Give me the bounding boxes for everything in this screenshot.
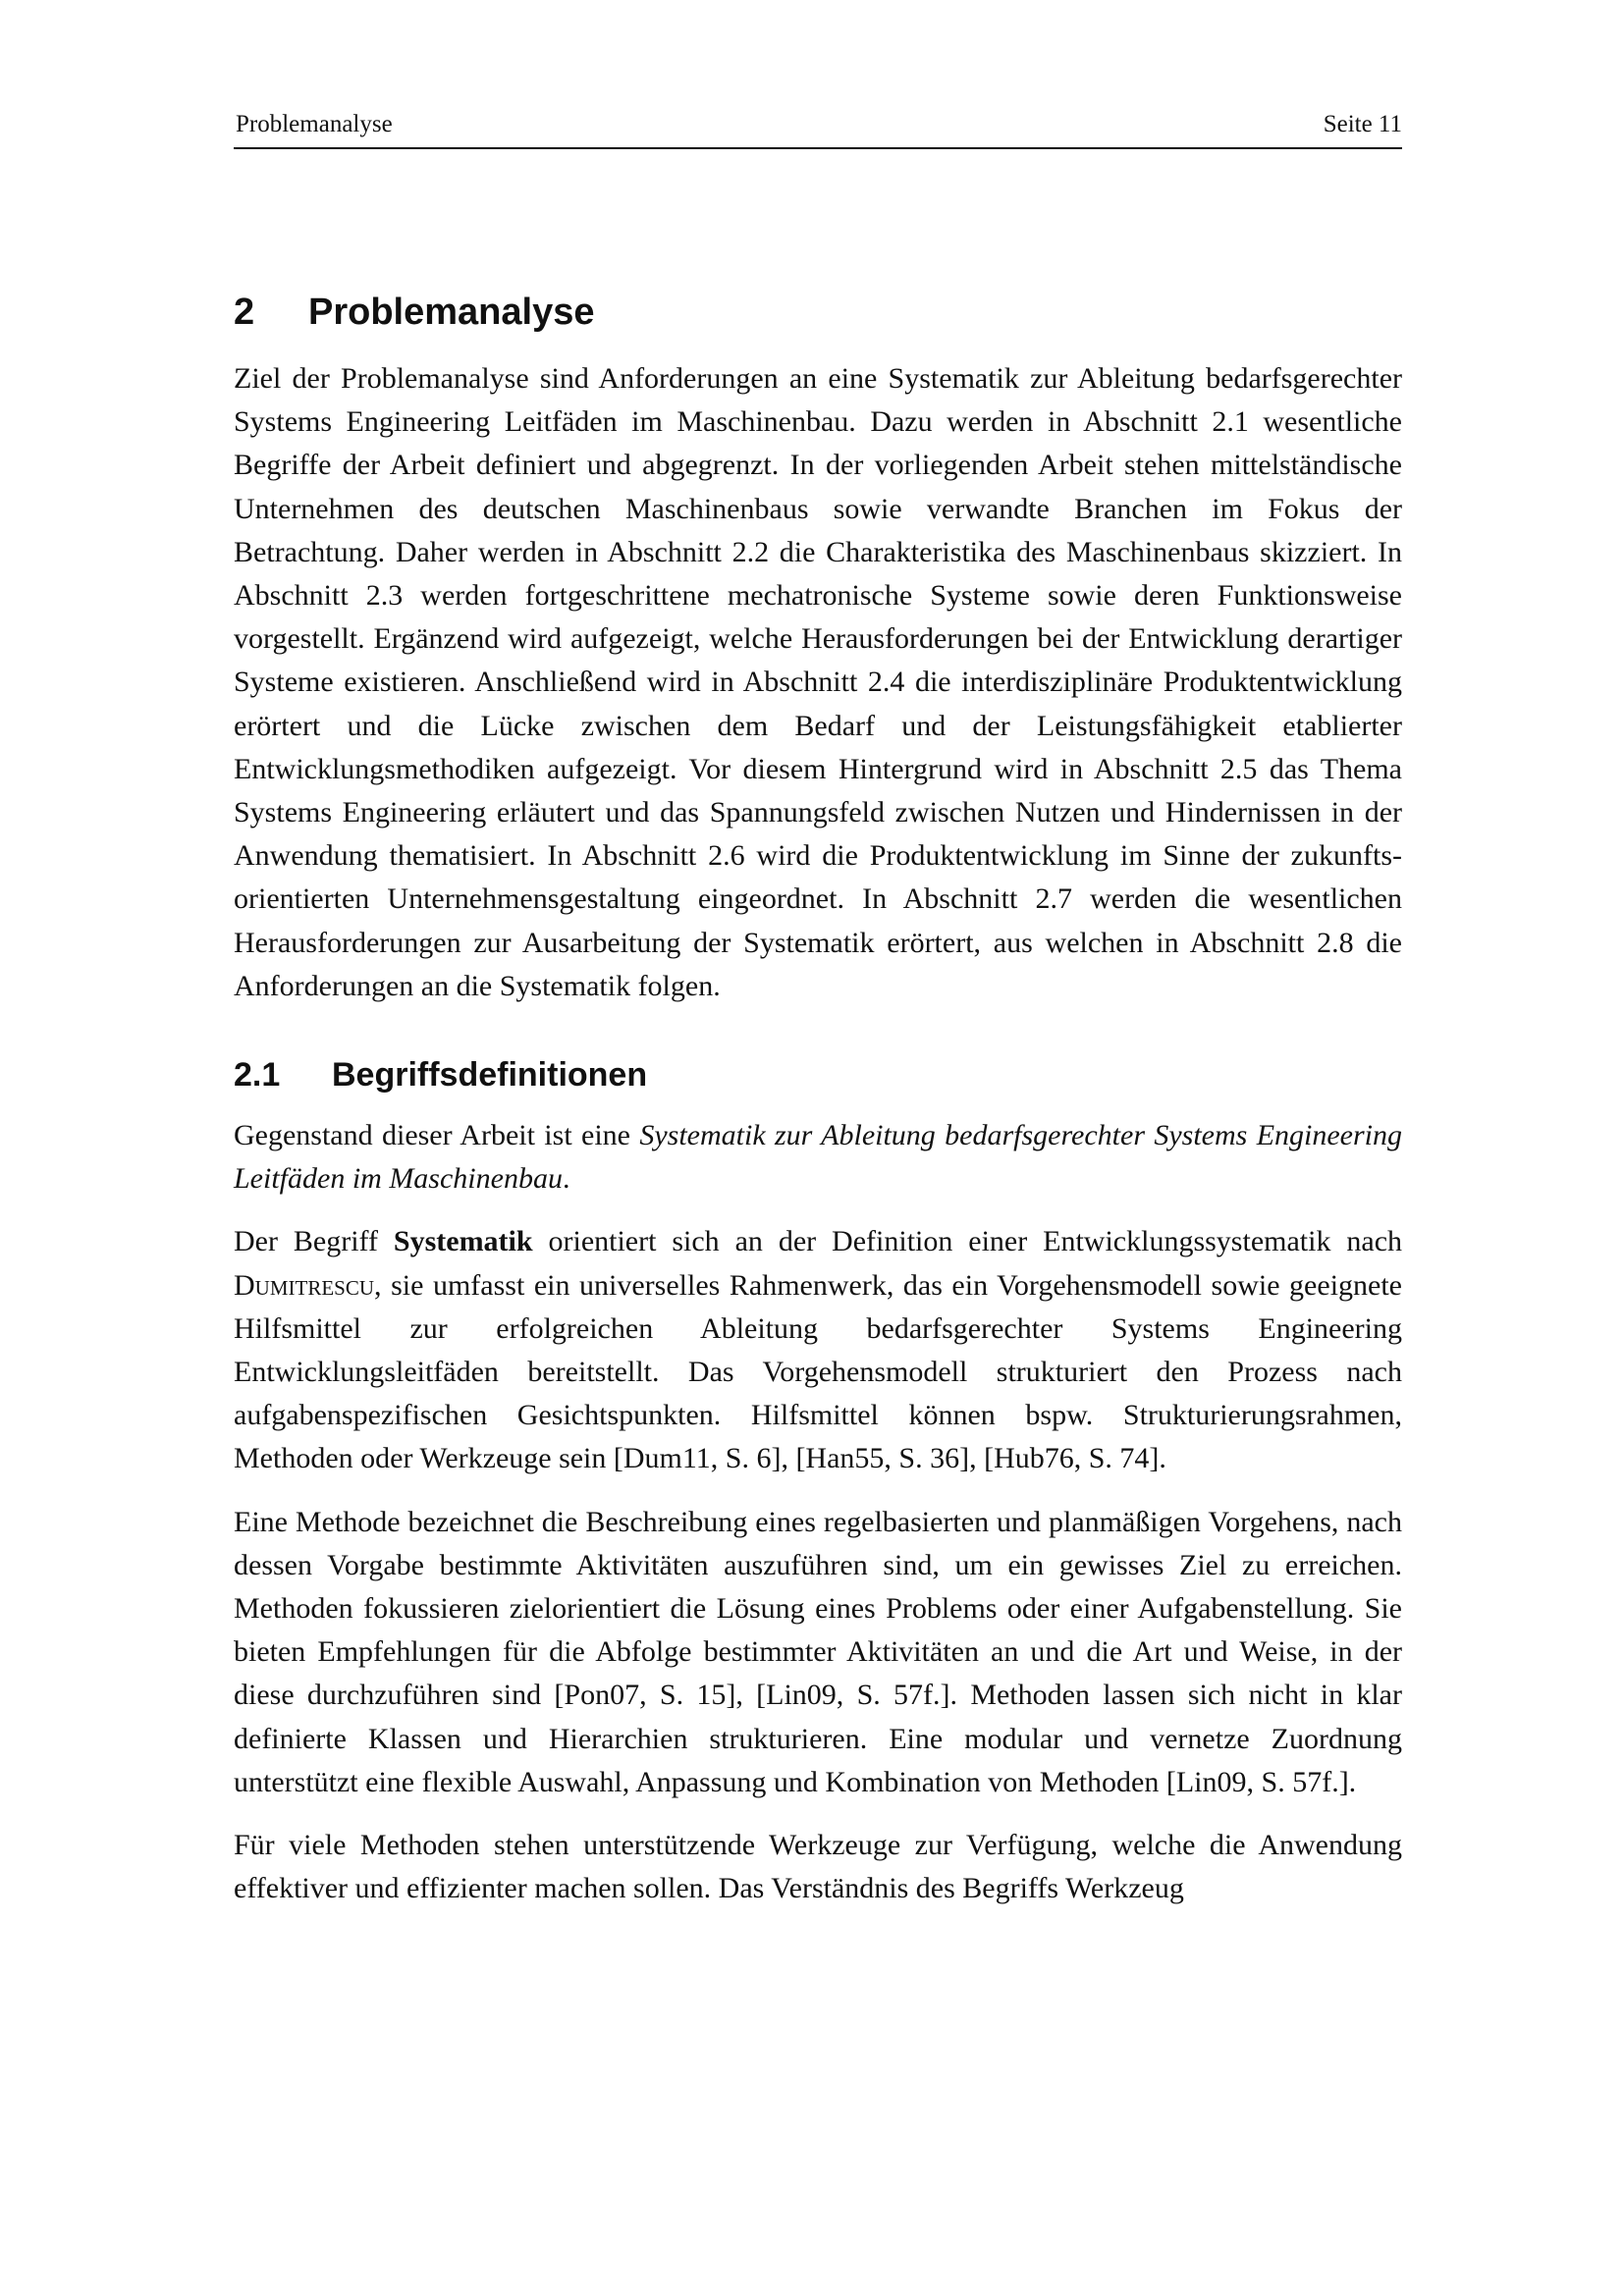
paragraph-methode: Eine Methode bezeichnet die Beschreibung eines regelbasierten und planmäßigen Vorgehens, nach dessen Vorgabe bestimmte Aktivitäten auszuführen sind, um ein gewisses Ziel zu erreichen. Methoden fokussieren zielorientiert die Lösung eines Problems oder einer Aufgabenstellung. Sie bieten Empfehlungen für die Abfolge bestimmter Aktivitäten an und die Art und Weise, in der diese durchzuführen sind [Pon07, S. 15], [Lin09, S. 57f.]. Methoden lassen sich nicht in klar definierte Klassen und Hierarchien strukturieren. Eine modular und vernetze Zuordnung unterstützt eine flexible Auswahl, Anpassung und Kombination von Methoden [Lin09, S. 57f.]. bbox=[234, 1505, 1402, 1798]
term-systematik: Systematik bbox=[393, 1225, 533, 1258]
paragraph-subject bbox=[234, 1114, 1402, 1201]
intro-paragraph: Ziel der Problemanalyse sind Anforderungen an eine Systematik zur Ableitung bedarfsgerechter Systems Engineering Leitfäden im Maschinenbau. Dazu werden in Abschnitt 2.1 wesentliche Begriffe der Arbeit definiert und abgegrenzt. In der vorliegenden Arbeit stehen mittelständische Unternehmen des deutschen Maschinenbaus sowie verwandte Branchen im Fokus der Betrachtung. Daher werden in Abschnitt 2.2 die Charakteristika des Maschinenbaus skizziert. In Abschnitt 2.3 werden fortgeschrittene mechatronische Systeme sowie deren Funktionsweise vorgestellt. Ergänzend wird aufgezeigt, welche Herausforderungen bei der Entwicklung derartiger Systeme existieren. Anschließend wird in Abschnitt 2.4 die interdisziplinäre Produktentwicklung erörtert und die Lücke zwischen dem Bedarf und der Leistungsfähigkeit etablierter Entwicklungsmethodiken aufgezeigt. Vor diesem Hintergrund wird in Abschnitt 2.5 das Thema Systems Engineering erläutert und das Spannungsfeld zwischen Nutzen und Hindernissen in der Anwendung thematisiert. In Abschnitt 2.6 wird die Produktentwicklung im Sinne der zukunftsorientierten Unternehmensgestaltung eingeordnet. In Abschnitt 2.7 werden die wesentlichen Herausforderungen zur Ausarbeitung der Systematik erörtert, aus welchen in Abschnitt 2.8 die Anforderungen an die Systematik folgen. bbox=[234, 362, 1402, 1002]
author-name: Dumitrescu bbox=[234, 1268, 375, 1302]
paragraph-subject-end: . bbox=[562, 1162, 570, 1196]
chapter-title: Problemanalyse bbox=[308, 292, 595, 333]
document-page bbox=[234, 98, 1402, 1931]
paragraph-subject-italic: Systematik zur Ableitung bedarfsgerechter Systems Engineering Leitfäden im Maschinenbau bbox=[234, 1119, 1402, 1196]
section-number: 2.1 bbox=[234, 1056, 281, 1095]
chapter-heading bbox=[234, 291, 1402, 334]
paragraph-systematik-middle: orientiert sich an der Definition einer Entwicklungssystematik nach bbox=[532, 1225, 1403, 1258]
chapter-number: 2 bbox=[234, 292, 255, 333]
paragraph-systematik-rest: , sie umfasst ein universelles Rahmenwerk, das ein Vorgehensmodell sowie geeignete Hilfsmittel zur erfolgreichen Ableitung bedarfsgerechter Systems Engineering Entwicklungsleitfäden bereitstellt. Das Vorgehensmodell strukturiert den Prozess nach aufgabenspezifischen Gesichtspunkten. Hilfsmittel können bspw. Strukturierungsrahmen, Methoden oder Werkzeuge sein [Dum11, S. 6], [Han55, S. 36], [Hub76, S. 74]. bbox=[234, 1268, 1402, 1475]
section-heading bbox=[234, 1055, 1402, 1095]
running-header bbox=[234, 98, 1402, 149]
header-chapter-title: Problemanalyse bbox=[236, 111, 393, 137]
paragraph-subject-lead: Gegenstand dieser Arbeit ist eine bbox=[234, 1119, 640, 1152]
paragraph-systematik bbox=[234, 1220, 1402, 1480]
section-title: Begriffsdefinitionen bbox=[332, 1056, 648, 1095]
paragraph-systematik-lead: Der Begriff bbox=[234, 1225, 394, 1258]
paragraph-werkzeuge: Für viele Methoden stehen unterstützende Werkzeuge zur Verfügung, welche die Anwendung effektiver und effizienter machen sollen. Das Verständnis des Begriffs Werkzeug bbox=[234, 1829, 1402, 1905]
header-page-number: Seite 11 bbox=[1323, 111, 1402, 137]
